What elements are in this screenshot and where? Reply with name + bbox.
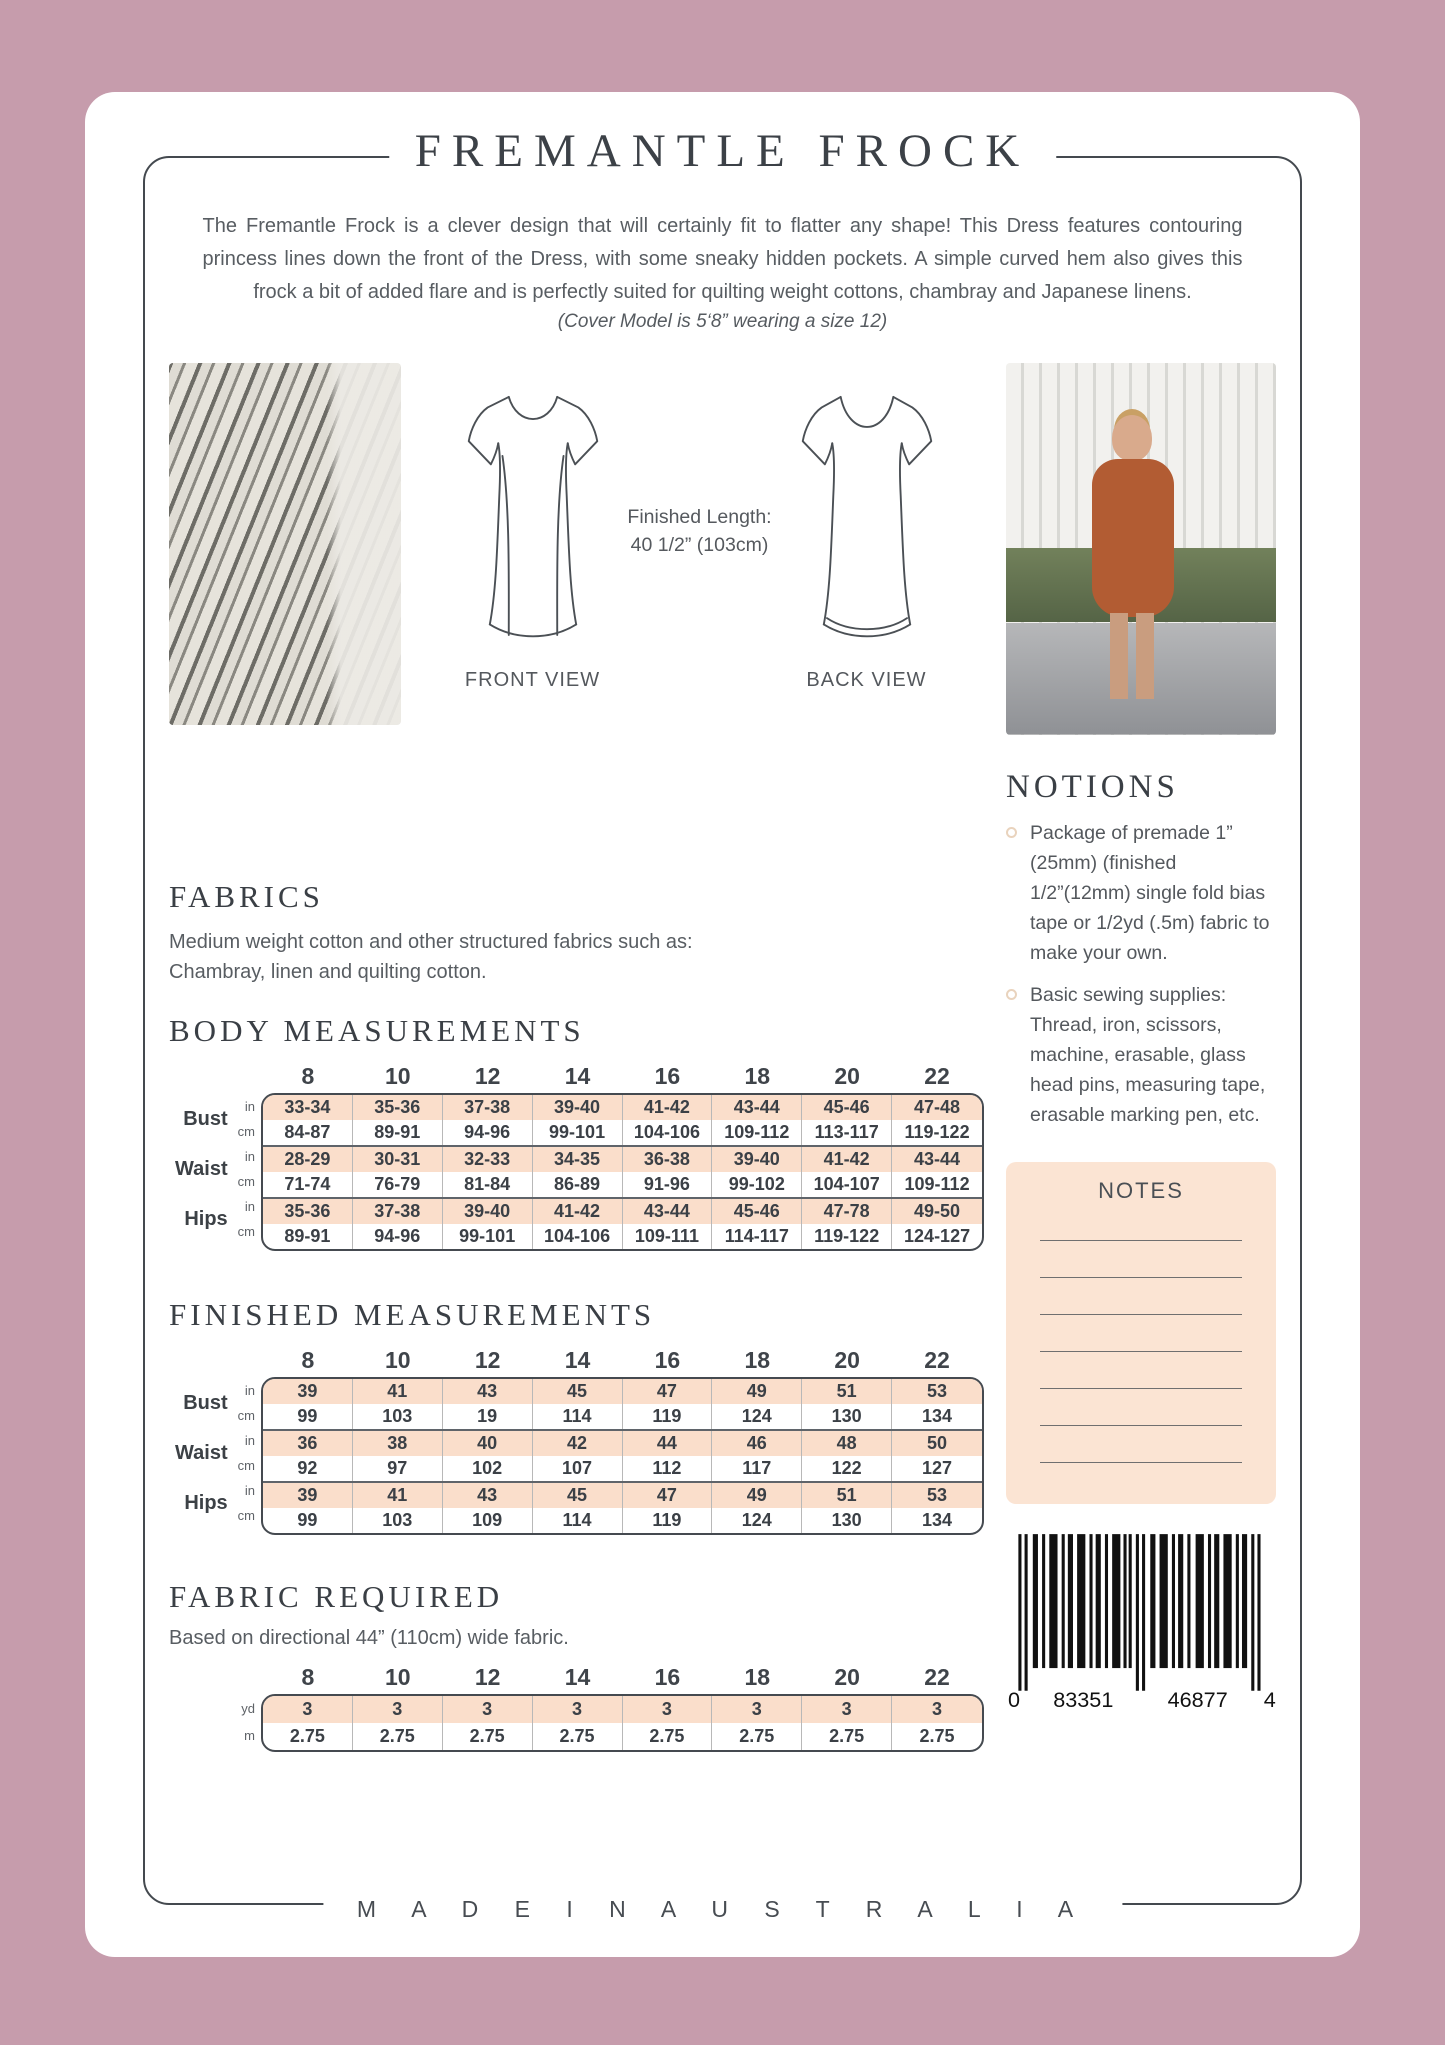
hips-in-row [263, 1483, 982, 1508]
table-cell: 53 [927, 1485, 948, 1505]
table-cell: 119 [623, 1404, 713, 1429]
circle-bullet-icon [1006, 827, 1017, 838]
table-cell: 34-35 [533, 1147, 623, 1172]
table-cell: 112 [623, 1456, 713, 1481]
table-cell: 76-79 [353, 1172, 443, 1197]
hips-rows [263, 1197, 982, 1249]
table-cell: 30-31 [353, 1147, 443, 1172]
hips-label: Hips [184, 1491, 228, 1514]
table-cell: 2.75 [353, 1723, 443, 1750]
table-cell: 45-46 [802, 1095, 892, 1120]
table-cell: 22 [924, 1663, 950, 1690]
table-cell: 109 [443, 1508, 533, 1533]
table-cell: 39-40 [712, 1147, 802, 1172]
table-cell: 47 [623, 1483, 713, 1508]
fabrics-section [169, 879, 984, 987]
bust-label-group [169, 1093, 261, 1143]
table-cell: 46 [712, 1431, 802, 1456]
unit-in: in [244, 1383, 255, 1398]
table-cell: 49 [712, 1483, 802, 1508]
table-cell: 3 [353, 1696, 443, 1723]
finished-measurements-table [169, 1343, 984, 1535]
table-cell: 43-44 [623, 1199, 713, 1224]
bust-label: Bust [183, 1107, 228, 1130]
table-cell: 99-102 [712, 1172, 802, 1197]
table-cell: 122 [802, 1456, 892, 1481]
notes-box [1006, 1162, 1276, 1504]
table-cell: 3 [623, 1696, 713, 1723]
hips-label-group [169, 1477, 261, 1527]
table-cell: 39 [263, 1379, 353, 1404]
table-cell: 43 [443, 1483, 533, 1508]
table-cell: 28-29 [263, 1147, 353, 1172]
table-cell: 47-48 [914, 1097, 961, 1117]
lifestyle-photo-rust-dress [1006, 363, 1276, 735]
hips-cm-row [263, 1508, 982, 1533]
model-legs [1110, 613, 1154, 699]
table-cell: 20 [834, 1663, 860, 1690]
table-cell: 102 [443, 1456, 533, 1481]
size-header-row [261, 1343, 984, 1377]
bust-rows [263, 1095, 982, 1145]
waist-label: Waist [175, 1441, 228, 1464]
bust-rows [263, 1379, 982, 1429]
table-cell: 39-40 [443, 1199, 533, 1224]
notion-item [1006, 980, 1276, 1130]
table-cell: 2.75 [443, 1723, 533, 1750]
table-cell: 134 [922, 1510, 953, 1530]
table-cell: 2.75 [919, 1726, 955, 1746]
waist-in-row [263, 1147, 982, 1172]
table-cell: 114 [533, 1508, 623, 1533]
made-in-australia-label: M A D E I N A U S T R A L I A [323, 1896, 1122, 1923]
table-cell: 124 [712, 1404, 802, 1429]
barcode-group1: 83351 [1053, 1687, 1114, 1712]
yd-row [263, 1696, 982, 1723]
front-view-label: FRONT VIEW [464, 669, 601, 691]
fabric-required-table [169, 1660, 984, 1752]
hips-in-row [263, 1199, 982, 1224]
technical-drawings [415, 359, 984, 731]
notion-item [1006, 818, 1276, 968]
media-row [169, 359, 984, 731]
table-cell: 114-117 [712, 1224, 802, 1249]
table-cell: 117 [712, 1456, 802, 1481]
table-cell: 47 [623, 1379, 713, 1404]
note-writing-line [1040, 1462, 1242, 1463]
back-view-label: BACK VIEW [806, 669, 927, 691]
notes-heading: NOTES [1098, 1178, 1184, 1203]
table-cell: 39 [263, 1483, 353, 1508]
table-cell: 20 [834, 1062, 860, 1089]
values-box [261, 1093, 984, 1251]
table-cell: 22 [924, 1346, 950, 1373]
table-cell: 109-112 [712, 1120, 802, 1145]
finished-length-note [616, 503, 784, 731]
unit-cm: cm [237, 1124, 255, 1139]
table-cell: 2.75 [533, 1723, 623, 1750]
unit-cm: cm [237, 1174, 255, 1189]
notions-heading: NOTIONS [1006, 769, 1179, 805]
table-cell: 38 [353, 1431, 443, 1456]
barcode-digit-left: 0 [1008, 1687, 1021, 1712]
waist-label-group [169, 1427, 261, 1477]
row-labels [169, 1660, 261, 1752]
table-cell: 45 [533, 1483, 623, 1508]
hips-label-group [169, 1193, 261, 1243]
intro-paragraph: The Fremantle Frock is a clever design that will certainly fit to flatter any shape! This Dress features contouring princess lines down the front of the Dress, with some sneaky hidden pockets. A simple curved hem also gives this frock a bit of added flare and is perfectly suited for quilting weight cottons, chambray and Japanese linens. [202, 215, 1243, 303]
bust-cm-row [263, 1404, 982, 1429]
table-cell: 86-89 [533, 1172, 623, 1197]
bust-in-row [263, 1095, 982, 1120]
table-cell: 3 [263, 1696, 353, 1723]
table-cell: 119-122 [802, 1224, 892, 1249]
table-cell: 12 [474, 1062, 501, 1089]
table-cell: 35-36 [353, 1095, 443, 1120]
table-cell: 41 [353, 1379, 443, 1404]
table-cell: 43-44 [914, 1149, 961, 1169]
table-cell: 16 [654, 1663, 681, 1690]
table-cell: 99-101 [533, 1120, 623, 1145]
waist-cm-row [263, 1456, 982, 1481]
table-cell: 107 [533, 1456, 623, 1481]
table-cell: 44 [623, 1431, 713, 1456]
bust-cm-row [263, 1120, 982, 1145]
table-cell: 51 [802, 1483, 892, 1508]
table-cell: 103 [353, 1508, 443, 1533]
note-writing-line [1040, 1351, 1242, 1352]
values-area [261, 1343, 984, 1535]
table-cell: 41-42 [802, 1147, 892, 1172]
table-cell: 16 [654, 1346, 681, 1373]
table-cell: 53 [927, 1381, 948, 1401]
table-cell: 91-96 [623, 1172, 713, 1197]
model-head [1112, 415, 1152, 461]
note-writing-line [1040, 1425, 1242, 1426]
table-cell: 42 [533, 1431, 623, 1456]
table-cell: 2.75 [712, 1723, 802, 1750]
table-cell: 127 [922, 1458, 953, 1478]
hips-cm-row [263, 1224, 982, 1249]
finished-measurements-heading: FINISHED MEASUREMENTS [169, 1297, 656, 1332]
unit-cm: cm [237, 1508, 255, 1523]
table-cell: 2.75 [623, 1723, 713, 1750]
table-cell: 41 [353, 1483, 443, 1508]
values-area [261, 1059, 984, 1251]
table-cell: 43-44 [712, 1095, 802, 1120]
body-measurements-table [169, 1059, 984, 1251]
table-cell: 103 [353, 1404, 443, 1429]
notions-section [1006, 769, 1276, 1130]
table-cell: 14 [564, 1062, 591, 1089]
model-dress [1092, 459, 1174, 617]
table-cell: 99 [263, 1508, 353, 1533]
table-cell: 3 [802, 1696, 892, 1723]
front-view-drawing [454, 375, 612, 659]
waist-label: Waist [175, 1157, 228, 1180]
fabric-required-heading: FABRIC REQUIRED [169, 1579, 504, 1614]
table-cell: 41-42 [533, 1199, 623, 1224]
table-cell: 114 [533, 1404, 623, 1429]
table-cell: 40 [443, 1431, 533, 1456]
values-box [261, 1694, 984, 1752]
back-view-figure [788, 375, 946, 731]
values-box [261, 1377, 984, 1535]
barcode-digit-right: 4 [1263, 1687, 1276, 1712]
note-writing-line [1040, 1240, 1242, 1241]
table-cell: 47-78 [802, 1199, 892, 1224]
fabrics-heading: FABRICS [169, 879, 324, 914]
content-area [167, 158, 1278, 1903]
notion-text: Basic sewing supplies: Thread, iron, scissors, machine, erasable, glass head pins, measuring tape, erasable marking pen, etc. [1030, 984, 1266, 1126]
unit-in: in [244, 1099, 255, 1114]
barcode-graphic [1006, 1530, 1276, 1711]
table-cell: 49 [712, 1379, 802, 1404]
size-header-row [261, 1059, 984, 1093]
table-cell: 36 [263, 1431, 353, 1456]
table-cell: 41-42 [623, 1095, 713, 1120]
note-writing-line [1040, 1388, 1242, 1389]
table-cell: 3 [932, 1699, 943, 1719]
table-cell: 39-40 [533, 1095, 623, 1120]
table-cell: 35-36 [263, 1199, 353, 1224]
m-row [263, 1723, 982, 1750]
table-cell: 99 [263, 1404, 353, 1429]
finished-length-label: Finished Length: [627, 506, 772, 528]
upc-barcode [1006, 1530, 1276, 1711]
table-cell: 49-50 [914, 1201, 961, 1221]
finished-length-value: 40 1/2” (103cm) [630, 534, 769, 556]
table-cell: 99-101 [443, 1224, 533, 1249]
table-cell: 81-84 [443, 1172, 533, 1197]
fabric-required-section [169, 1579, 984, 1752]
cover-photo-chevron-dress [169, 363, 401, 725]
table-cell: 109-112 [904, 1174, 970, 1194]
front-view-figure [454, 375, 612, 731]
table-cell: 2.75 [263, 1723, 353, 1750]
table-cell: 8 [301, 1062, 315, 1089]
waist-rows [263, 1145, 982, 1197]
finished-measurements-section [169, 1297, 984, 1535]
size-header-row [261, 1660, 984, 1694]
table-cell: 32-33 [443, 1147, 533, 1172]
table-cell: 50 [927, 1433, 948, 1453]
hips-rows [263, 1481, 982, 1533]
table-cell: 97 [353, 1456, 443, 1481]
table-cell: 130 [802, 1404, 892, 1429]
waist-in-row [263, 1431, 982, 1456]
table-cell: 124-127 [904, 1226, 971, 1246]
table-cell: 22 [924, 1062, 950, 1089]
table-cell: 92 [263, 1456, 353, 1481]
table-cell: 14 [564, 1663, 591, 1690]
table-cell: 130 [802, 1508, 892, 1533]
table-cell: 18 [744, 1663, 771, 1690]
yardage-rows [263, 1696, 982, 1750]
table-cell: 12 [474, 1346, 501, 1373]
unit-in: in [244, 1483, 255, 1498]
table-cell: 20 [834, 1346, 860, 1373]
table-cell: 119-122 [904, 1122, 970, 1142]
table-cell: 89-91 [263, 1224, 353, 1249]
table-cell: 8 [301, 1663, 315, 1690]
waist-cm-row [263, 1172, 982, 1197]
cover-model-note: (Cover Model is 5‘8” wearing a size 12) [557, 311, 888, 332]
waist-label-group [169, 1143, 261, 1193]
yardage-label-group [169, 1694, 261, 1748]
bust-in-row [263, 1379, 982, 1404]
notion-text: Package of premade 1” (25mm) (finished 1/2”(12mm) single fold bias tape or 1/2yd (.5m) fabric to make your own. [1030, 822, 1270, 964]
unit-m: m [244, 1728, 255, 1743]
unit-cm: cm [237, 1408, 255, 1423]
table-cell: 94-96 [443, 1120, 533, 1145]
bust-label-group [169, 1377, 261, 1427]
table-cell: 19 [443, 1404, 533, 1429]
table-cell: 18 [744, 1062, 771, 1089]
inner-border-frame [143, 125, 1302, 1922]
table-cell: 89-91 [353, 1120, 443, 1145]
fabric-required-note: Based on directional 44” (110cm) wide fabric. [169, 1627, 569, 1649]
row-labels [169, 1343, 261, 1535]
table-cell: 51 [802, 1379, 892, 1404]
table-cell: 134 [922, 1406, 953, 1426]
table-cell: 119 [623, 1508, 713, 1533]
table-cell: 37-38 [443, 1095, 533, 1120]
table-cell: 10 [385, 1346, 411, 1373]
row-labels [169, 1059, 261, 1251]
unit-yd: yd [241, 1701, 255, 1716]
body-measurements-section [169, 1013, 984, 1251]
table-cell: 43 [443, 1379, 533, 1404]
main-columns [167, 359, 1278, 1752]
table-cell: 104-106 [623, 1120, 713, 1145]
table-cell: 18 [744, 1346, 771, 1373]
back-view-drawing [788, 375, 946, 659]
table-cell: 8 [301, 1346, 315, 1373]
fabrics-text: Medium weight cotton and other structured fabrics such as: Chambray, linen and quilting cotton. [169, 931, 693, 983]
table-cell: 16 [654, 1062, 681, 1089]
table-cell: 14 [564, 1346, 591, 1373]
unit-in: in [244, 1199, 255, 1214]
table-cell: 94-96 [353, 1224, 443, 1249]
table-cell: 45 [533, 1379, 623, 1404]
table-cell: 48 [802, 1431, 892, 1456]
table-cell: 109-111 [623, 1224, 713, 1249]
left-column [169, 359, 984, 1752]
table-cell: 10 [385, 1663, 411, 1690]
table-cell: 33-34 [263, 1095, 353, 1120]
unit-cm: cm [237, 1224, 255, 1239]
hips-label: Hips [184, 1207, 228, 1230]
table-cell: 104-107 [802, 1172, 892, 1197]
circle-bullet-icon [1006, 989, 1017, 1000]
table-cell: 113-117 [802, 1120, 892, 1145]
body-measurements-heading: BODY MEASUREMENTS [169, 1013, 585, 1048]
waist-rows [263, 1429, 982, 1481]
table-cell: 124 [712, 1508, 802, 1533]
table-cell: 3 [533, 1696, 623, 1723]
note-writing-line [1040, 1277, 1242, 1278]
right-column [1006, 359, 1276, 1752]
envelope-card [85, 92, 1360, 1957]
table-cell: 37-38 [353, 1199, 443, 1224]
barcode-group2: 46877 [1167, 1687, 1228, 1712]
page-title: FREMANTLE FROCK [389, 124, 1056, 178]
table-cell: 104-106 [533, 1224, 623, 1249]
table-cell: 3 [712, 1696, 802, 1723]
table-cell: 2.75 [802, 1723, 892, 1750]
table-cell: 84-87 [263, 1120, 353, 1145]
table-cell: 36-38 [623, 1147, 713, 1172]
note-writing-line [1040, 1314, 1242, 1315]
unit-in: in [244, 1149, 255, 1164]
table-cell: 10 [385, 1062, 411, 1089]
values-area [261, 1660, 984, 1752]
bust-label: Bust [183, 1391, 228, 1414]
table-cell: 12 [474, 1663, 501, 1690]
table-cell: 71-74 [263, 1172, 353, 1197]
table-cell: 3 [443, 1696, 533, 1723]
unit-cm: cm [237, 1458, 255, 1473]
table-cell: 45-46 [712, 1199, 802, 1224]
unit-in: in [244, 1433, 255, 1448]
